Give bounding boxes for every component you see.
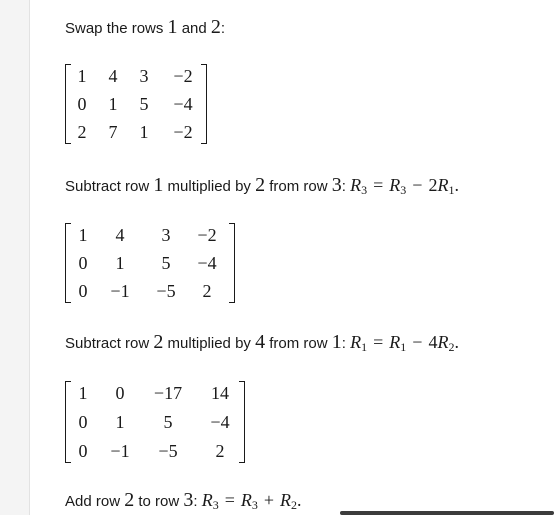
matrix-cell: −17 [153, 383, 183, 403]
matrix-cell: 0 [77, 94, 87, 114]
matrix-cell: 1 [78, 225, 88, 245]
matrix-cell: −2 [173, 66, 193, 86]
matrix-cell: 7 [108, 122, 118, 142]
matrix-cell: 1 [77, 66, 87, 86]
matrix-cell: −2 [197, 225, 217, 245]
matrix-cell: 0 [78, 412, 88, 432]
matrix-cell: 0 [78, 281, 88, 301]
solution-sheet [29, 0, 554, 515]
step-4-equation: $R_3 = R_3 + R_2$. [201, 490, 302, 512]
matrix-cell: 3 [161, 225, 171, 245]
matrix-cell: 5 [161, 253, 171, 273]
matrix-cell: −4 [197, 253, 217, 273]
matrix-cell: 0 [115, 383, 125, 403]
matrix-cell: 1 [108, 94, 118, 114]
matrix-cell: 1 [78, 383, 88, 403]
step-4-text: Add row 2 to row 3: $R_3 = R_3 + R_2$. [65, 489, 302, 512]
matrix-cell: 1 [115, 253, 125, 273]
matrix-cell: 1 [115, 412, 125, 432]
right-bracket [229, 223, 235, 303]
matrix-cell: 14 [211, 383, 229, 403]
matrix-cell: 4 [115, 225, 125, 245]
step-2-text: Subtract row 1 multiplied by 2 from row 3: $R_3 = R_3 - 2R_1$. [65, 174, 459, 197]
right-bracket [239, 381, 245, 463]
matrix-cell: −1 [110, 441, 130, 461]
matrix-cell: 2 [77, 122, 87, 142]
horizontal-scrollbar[interactable] [340, 511, 554, 515]
matrix-2 [65, 223, 235, 303]
matrix-cell: −4 [210, 412, 230, 432]
matrix-cell: −2 [173, 122, 193, 142]
matrix-cell: −4 [173, 94, 193, 114]
matrix-cell: −5 [158, 441, 178, 461]
matrix-cell: 4 [108, 66, 118, 86]
matrix-cell: 3 [139, 66, 149, 86]
right-bracket [201, 64, 207, 144]
matrix-cell: 2 [215, 441, 225, 461]
matrix-cell: −1 [110, 281, 130, 301]
step-3-equation: $R_1 = R_1 - 4R_2$. [350, 332, 459, 354]
matrix-cell: 5 [163, 412, 173, 432]
matrix-cell: 0 [78, 253, 88, 273]
matrix-cell: 0 [78, 441, 88, 461]
matrix-3 [65, 381, 245, 463]
matrix-cell: −5 [156, 281, 176, 301]
matrix-1 [65, 64, 207, 144]
step-1-text: Swap the rows 1 and 2: [65, 16, 226, 38]
matrix-cell: 1 [139, 122, 149, 142]
step-3-text: Subtract row 2 multiplied by 4 from row 1: $R_1 = R_1 - 4R_2$. [65, 331, 459, 354]
matrix-cell: 2 [202, 281, 212, 301]
matrix-cell: 5 [139, 94, 149, 114]
step-2-equation: $R_3 = R_3 - 2R_1$. [350, 175, 459, 197]
